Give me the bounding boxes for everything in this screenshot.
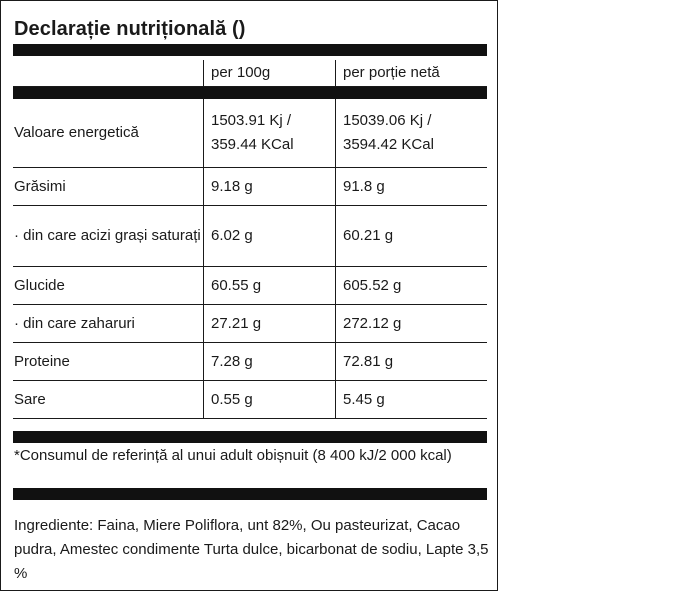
table-row <box>13 305 487 343</box>
row-per-portion: 91.8 g <box>335 168 487 205</box>
row-per-100g: 0.55 g <box>203 381 335 418</box>
table-row <box>13 99 487 168</box>
row-per-100g: 60.55 g <box>203 267 335 304</box>
row-per-100g: 1503.91 Kj / 359.44 KCal <box>203 99 335 167</box>
table-header-row <box>13 60 487 87</box>
row-name: Proteine <box>14 352 70 370</box>
footnote-divider-bar <box>13 488 487 500</box>
row-per-portion: 605.52 g <box>335 267 487 304</box>
row-name: · din care acizi grași saturați <box>14 227 201 244</box>
table-row <box>13 343 487 381</box>
header-per-100g: per 100g <box>203 60 335 86</box>
table-end-bar <box>13 431 487 443</box>
table-row <box>13 267 487 305</box>
row-name: Valoare energetică <box>14 124 139 141</box>
title-divider-bar <box>13 44 487 56</box>
header-divider-bar <box>13 87 487 99</box>
row-per-portion: 72.81 g <box>335 343 487 380</box>
ingredients-text: Ingrediente: Faina, Miere Poliflora, unt 82%, Ou pasteurizat, Cacao pudra, Amestec condimente Turta dulce, bicarbonat de sodiu, Lapte 3,5 % <box>14 517 489 582</box>
row-per-100g: 7.28 g <box>203 343 335 380</box>
row-per-100g: 9.18 g <box>203 168 335 205</box>
header-per-portion: per porție netă <box>335 60 487 86</box>
header-empty-cell <box>13 60 203 86</box>
table-row <box>13 206 487 267</box>
table-row <box>13 381 487 419</box>
row-per-portion: 5.45 g <box>335 381 487 418</box>
row-name: Grăsimi <box>14 177 66 195</box>
row-per-100g: 6.02 g <box>203 206 335 266</box>
row-per-portion: 15039.06 Kj / 3594.42 KCal <box>335 99 487 167</box>
row-per-portion: 272.12 g <box>335 305 487 342</box>
nutrition-title: Declarație nutrițională () <box>14 18 246 40</box>
row-name: · din care zaharuri <box>14 314 135 332</box>
reference-intake-footnote: *Consumul de referință al unui adult obișnuit (8 400 kJ/2 000 kcal) <box>14 447 452 464</box>
row-per-100g: 27.21 g <box>203 305 335 342</box>
row-per-portion: 60.21 g <box>335 206 487 266</box>
row-name: Sare <box>14 390 46 408</box>
row-name: Glucide <box>14 276 65 294</box>
table-row <box>13 168 487 206</box>
